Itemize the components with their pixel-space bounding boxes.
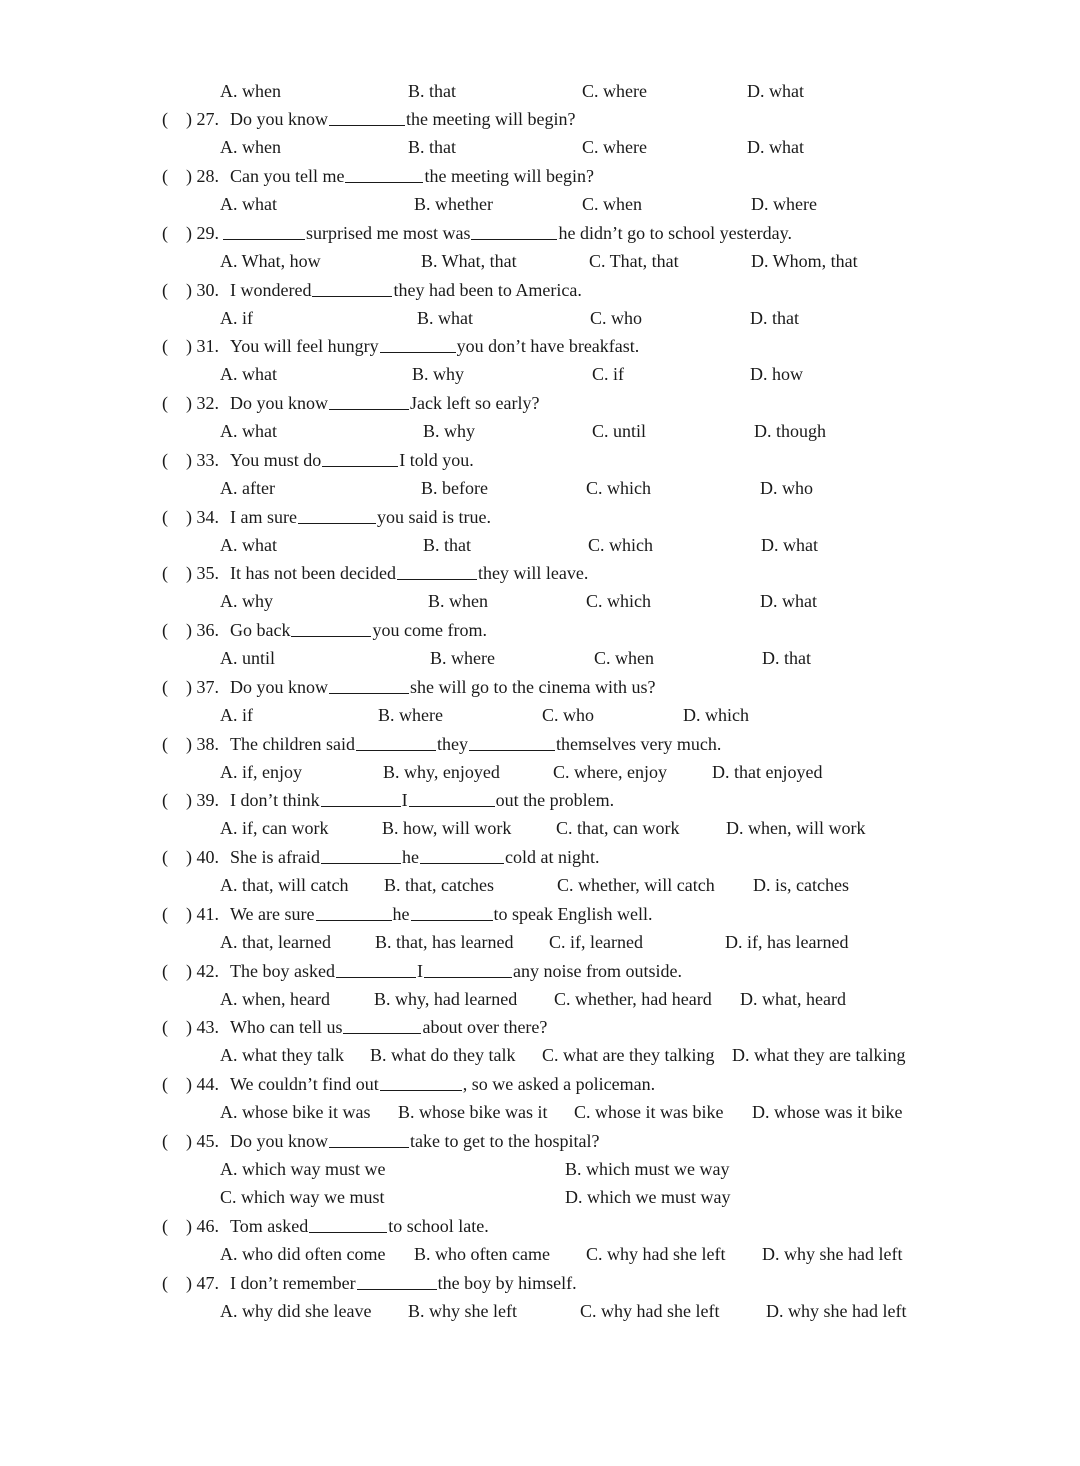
answer-blank[interactable]: [223, 221, 305, 240]
question-stem: [230, 1070, 655, 1098]
options-row-33: [0, 474, 1080, 502]
option-a[interactable]: A. when, heard: [220, 989, 330, 1009]
question-number: ) 28.: [186, 166, 219, 186]
answer-blank[interactable]: [411, 902, 493, 921]
options-row-32: [0, 417, 1080, 445]
answer-paren[interactable]: (: [162, 620, 168, 640]
option-b[interactable]: B. that: [408, 137, 456, 157]
option-a[interactable]: A. when: [220, 137, 281, 157]
stem-text: Can you tell me: [230, 166, 345, 186]
question-number: ) 30.: [186, 280, 219, 300]
question-number: ) 45.: [186, 1131, 219, 1151]
question-45: [0, 1127, 1080, 1155]
options-row-43: [0, 1041, 1080, 1069]
option-b[interactable]: B. before: [421, 478, 488, 498]
stem-text: I: [416, 961, 423, 981]
option-b[interactable]: B. which must we way: [565, 1159, 730, 1179]
stem-text: to speak English well.: [493, 904, 653, 924]
option-c[interactable]: C. which: [586, 591, 651, 611]
stem-text: you said is true.: [376, 507, 491, 527]
stem-text: surprised me most was: [306, 223, 471, 243]
answer-blank[interactable]: [397, 561, 477, 580]
options-row-41: [0, 928, 1080, 956]
stem-text: I told you.: [399, 450, 474, 470]
option-c[interactable]: C. where, enjoy: [553, 762, 667, 782]
option-d[interactable]: D. where: [751, 194, 817, 214]
question-stem: [230, 786, 614, 814]
question-43: [0, 1013, 1080, 1041]
options-row-27: [0, 133, 1080, 161]
option-a[interactable]: A. what: [220, 194, 277, 214]
answer-paren[interactable]: (: [162, 904, 168, 924]
option-d[interactable]: D. who: [760, 478, 813, 498]
option-d[interactable]: D. what: [761, 535, 818, 555]
answer-paren[interactable]: (: [162, 450, 168, 470]
option-a[interactable]: A. what: [220, 421, 277, 441]
stem-text: I: [401, 790, 408, 810]
option-d[interactable]: D. that: [762, 648, 811, 668]
option-b[interactable]: B. whose bike was it: [398, 1102, 548, 1122]
option-c[interactable]: C. which way we must: [220, 1187, 385, 1207]
option-c[interactable]: C. where: [582, 137, 647, 157]
option-b[interactable]: B. whether: [414, 194, 493, 214]
option-b[interactable]: B. why, enjoyed: [383, 762, 500, 782]
option-c[interactable]: C. which: [586, 478, 651, 498]
option-c[interactable]: C. whether, had heard: [554, 989, 712, 1009]
answer-paren[interactable]: (: [162, 563, 168, 583]
option-c[interactable]: C. when: [594, 648, 654, 668]
option-b[interactable]: B. where: [378, 705, 443, 725]
stem-text: you don’t have breakfast.: [456, 336, 640, 356]
answer-blank[interactable]: [380, 334, 456, 353]
question-number: ) 44.: [186, 1074, 219, 1094]
option-b[interactable]: B. why, had learned: [374, 989, 518, 1009]
question-35: [0, 559, 1080, 587]
stem-text: the meeting will begin?: [406, 109, 576, 129]
stem-text: to school late.: [388, 1216, 489, 1236]
answer-blank[interactable]: [380, 1072, 462, 1091]
question-number: ) 32.: [186, 393, 219, 413]
options-row-45: [0, 1183, 1080, 1211]
question-28: [0, 162, 1080, 190]
stem-text: The children said: [230, 734, 355, 754]
option-c[interactable]: C. that, can work: [556, 818, 680, 838]
question-39: [0, 786, 1080, 814]
option-a[interactable]: A. who did often come: [220, 1244, 386, 1264]
option-a[interactable]: A. if, can work: [220, 818, 329, 838]
answer-blank[interactable]: [329, 675, 409, 694]
option-b[interactable]: B. when: [428, 591, 488, 611]
option-c[interactable]: C. whether, will catch: [557, 875, 715, 895]
option-a[interactable]: A. What, how: [220, 251, 321, 271]
options-row-35: [0, 587, 1080, 615]
answer-blank[interactable]: [322, 448, 398, 467]
answer-blank[interactable]: [316, 902, 392, 921]
options-row-42: [0, 985, 1080, 1013]
stem-text: We couldn’t find out: [230, 1074, 379, 1094]
stem-text: take to get to the hospital?: [410, 1131, 600, 1151]
option-c[interactable]: C. if, learned: [549, 932, 643, 952]
answer-blank[interactable]: [329, 391, 409, 410]
options-row-45: [0, 1155, 1080, 1183]
question-38: [0, 730, 1080, 758]
stem-text: You must do: [230, 450, 322, 470]
options-row-34: [0, 531, 1080, 559]
option-b[interactable]: B. who often came: [414, 1244, 550, 1264]
option-d[interactable]: D. why she had left: [762, 1244, 903, 1264]
option-a[interactable]: A. if, enjoy: [220, 762, 302, 782]
question-stem: [230, 332, 639, 360]
stem-text: Jack left so early?: [410, 393, 540, 413]
stem-text: out the problem.: [495, 790, 615, 810]
options-row-26: [0, 77, 1080, 105]
option-d[interactable]: D. what they are talking: [732, 1045, 906, 1065]
option-d[interactable]: D. if, has learned: [725, 932, 849, 952]
stem-text: she will go to the cinema with us?: [410, 677, 656, 697]
answer-paren[interactable]: (: [162, 393, 168, 413]
question-stem: [230, 616, 487, 644]
stem-text: Who can tell us: [230, 1017, 343, 1037]
stem-text: We are sure: [230, 904, 315, 924]
answer-blank[interactable]: [343, 1015, 421, 1034]
question-33: [0, 446, 1080, 474]
option-a[interactable]: A. what they talk: [220, 1045, 344, 1065]
options-row-39: [0, 814, 1080, 842]
option-c[interactable]: C. why had she left: [580, 1301, 720, 1321]
option-a[interactable]: A. that, learned: [220, 932, 331, 952]
stem-text: The boy asked: [230, 961, 335, 981]
answer-paren[interactable]: (: [162, 1273, 168, 1293]
question-stem: [230, 673, 655, 701]
question-number: ) 46.: [186, 1216, 219, 1236]
stem-text: he didn’t go to school yesterday.: [558, 223, 792, 243]
question-number: ) 33.: [186, 450, 219, 470]
option-d[interactable]: D. why she had left: [766, 1301, 907, 1321]
stem-text: they: [436, 734, 468, 754]
question-stem: [222, 219, 792, 247]
options-row-38: [0, 758, 1080, 786]
options-row-36: [0, 644, 1080, 672]
question-stem: [230, 843, 599, 871]
option-a[interactable]: A. which way must we: [220, 1159, 386, 1179]
option-c[interactable]: C. when: [582, 194, 642, 214]
question-number: ) 29.: [186, 223, 219, 243]
option-c[interactable]: C. whose it was bike: [574, 1102, 724, 1122]
option-d[interactable]: D. when, will work: [726, 818, 866, 838]
question-stem: [230, 1127, 599, 1155]
stem-text: you come from.: [372, 620, 487, 640]
option-b[interactable]: B. where: [430, 648, 495, 668]
option-b[interactable]: B. What, that: [421, 251, 517, 271]
option-a[interactable]: A. what: [220, 364, 277, 384]
question-40: [0, 843, 1080, 871]
answer-paren[interactable]: (: [162, 336, 168, 356]
options-row-30: [0, 304, 1080, 332]
option-b[interactable]: B. what do they talk: [370, 1045, 516, 1065]
answer-paren[interactable]: (: [162, 1074, 168, 1094]
stem-text: Go back: [230, 620, 291, 640]
question-44: [0, 1070, 1080, 1098]
answer-blank[interactable]: [420, 845, 504, 864]
option-b[interactable]: B. what: [417, 308, 473, 328]
stem-text: I am sure: [230, 507, 297, 527]
option-d[interactable]: D. though: [754, 421, 826, 441]
option-d[interactable]: D. whose was it bike: [752, 1102, 903, 1122]
question-stem: [230, 105, 575, 133]
answer-blank[interactable]: [298, 505, 376, 524]
question-number: ) 40.: [186, 847, 219, 867]
answer-paren[interactable]: (: [162, 507, 168, 527]
option-c[interactable]: C. which: [588, 535, 653, 555]
stem-text: cold at night.: [504, 847, 600, 867]
answer-paren[interactable]: (: [162, 734, 168, 754]
question-stem: [230, 1013, 547, 1041]
stem-text: he: [392, 904, 410, 924]
stem-text: themselves very much.: [555, 734, 722, 754]
answer-blank[interactable]: [424, 959, 512, 978]
question-31: [0, 332, 1080, 360]
stem-text: any noise from outside.: [512, 961, 682, 981]
stem-text: about over there?: [422, 1017, 548, 1037]
option-d[interactable]: D. how: [750, 364, 803, 384]
stem-text: Do you know: [230, 1131, 328, 1151]
options-row-29: [0, 247, 1080, 275]
options-row-40: [0, 871, 1080, 899]
option-b[interactable]: B. why: [412, 364, 465, 384]
answer-blank[interactable]: [345, 164, 423, 183]
stem-text: the meeting will begin?: [424, 166, 594, 186]
option-a[interactable]: A. that, will catch: [220, 875, 349, 895]
option-c[interactable]: C. what are they talking: [542, 1045, 715, 1065]
question-42: [0, 957, 1080, 985]
question-stem: [230, 503, 491, 531]
question-stem: [230, 957, 682, 985]
answer-paren[interactable]: (: [162, 790, 168, 810]
answer-blank[interactable]: [336, 959, 416, 978]
question-number: ) 47.: [186, 1273, 219, 1293]
stem-text: She is afraid: [230, 847, 320, 867]
option-a[interactable]: A. why: [220, 591, 273, 611]
stem-text: Do you know: [230, 109, 328, 129]
question-41: [0, 900, 1080, 928]
question-34: [0, 503, 1080, 531]
option-a[interactable]: A. whose bike it was: [220, 1102, 371, 1122]
question-number: ) 37.: [186, 677, 219, 697]
stem-text: Do you know: [230, 677, 328, 697]
options-row-46: [0, 1240, 1080, 1268]
question-32: [0, 389, 1080, 417]
option-d[interactable]: D. Whom, that: [751, 251, 858, 271]
answer-blank[interactable]: [309, 1214, 387, 1233]
answer-paren[interactable]: (: [162, 166, 168, 186]
question-number: ) 43.: [186, 1017, 219, 1037]
question-number: ) 36.: [186, 620, 219, 640]
option-b[interactable]: B. that, has learned: [375, 932, 514, 952]
option-d[interactable]: D. what: [760, 591, 817, 611]
answer-paren[interactable]: (: [162, 1216, 168, 1236]
option-c[interactable]: C. That, that: [589, 251, 679, 271]
option-c[interactable]: C. who: [590, 308, 643, 328]
answer-blank[interactable]: [356, 732, 436, 751]
question-stem: [230, 900, 652, 928]
answer-paren[interactable]: (: [162, 109, 168, 129]
option-b[interactable]: B. that, catches: [384, 875, 494, 895]
question-stem: [230, 446, 474, 474]
question-number: ) 35.: [186, 563, 219, 583]
option-a: A. when: [220, 81, 281, 101]
question-47: [0, 1269, 1080, 1297]
stem-text: he: [401, 847, 419, 867]
option-d[interactable]: D. which: [683, 705, 749, 725]
options-row-31: [0, 360, 1080, 388]
stem-text: I don’t think: [230, 790, 320, 810]
question-stem: [230, 1269, 577, 1297]
answer-blank[interactable]: [291, 618, 371, 637]
options-row-37: [0, 701, 1080, 729]
stem-text: Do you know: [230, 393, 328, 413]
question-27: [0, 105, 1080, 133]
option-d[interactable]: D. what, heard: [740, 989, 846, 1009]
answer-paren[interactable]: (: [162, 1131, 168, 1151]
option-c[interactable]: C. who: [542, 705, 595, 725]
option-a[interactable]: A. what: [220, 535, 277, 555]
stem-text: You will feel hungry: [230, 336, 379, 356]
option-c[interactable]: C. until: [592, 421, 647, 441]
question-37: [0, 673, 1080, 701]
option-a[interactable]: A. until: [220, 648, 276, 668]
option-b[interactable]: B. why: [423, 421, 476, 441]
option-d[interactable]: D. which we must way: [565, 1187, 731, 1207]
answer-blank[interactable]: [329, 107, 405, 126]
question-stem: [230, 730, 721, 758]
answer-paren[interactable]: (: [162, 1017, 168, 1037]
answer-paren[interactable]: (: [162, 280, 168, 300]
answer-blank[interactable]: [321, 845, 401, 864]
option-a[interactable]: A. if: [220, 705, 253, 725]
option-d[interactable]: D. that: [750, 308, 799, 328]
stem-text: I wondered: [230, 280, 312, 300]
option-d: D. what: [747, 81, 804, 101]
option-d[interactable]: D. that enjoyed: [712, 762, 823, 782]
question-46: [0, 1212, 1080, 1240]
question-stem: [230, 1212, 489, 1240]
option-a[interactable]: A. after: [220, 478, 275, 498]
answer-blank[interactable]: [471, 221, 557, 240]
options-row-28: [0, 190, 1080, 218]
option-d[interactable]: D. is, catches: [753, 875, 849, 895]
answer-blank[interactable]: [357, 1271, 437, 1290]
option-d[interactable]: D. what: [747, 137, 804, 157]
option-a[interactable]: A. if: [220, 308, 253, 328]
question-number: ) 38.: [186, 734, 219, 754]
question-number: ) 41.: [186, 904, 219, 924]
answer-blank[interactable]: [409, 788, 495, 807]
question-number: ) 42.: [186, 961, 219, 981]
stem-text: , so we asked a policeman.: [462, 1074, 656, 1094]
question-number: ) 31.: [186, 336, 219, 356]
option-b[interactable]: B. how, will work: [382, 818, 512, 838]
question-36: [0, 616, 1080, 644]
stem-text: Tom asked: [230, 1216, 309, 1236]
options-row-47: [0, 1297, 1080, 1325]
option-c[interactable]: C. if: [592, 364, 625, 384]
question-stem: [230, 559, 588, 587]
answer-blank[interactable]: [469, 732, 555, 751]
answer-blank[interactable]: [329, 1129, 409, 1148]
option-c[interactable]: C. why had she left: [586, 1244, 726, 1264]
option-c: C. where: [582, 81, 647, 101]
question-number: ) 34.: [186, 507, 219, 527]
option-b[interactable]: B. that: [423, 535, 471, 555]
question-stem: [230, 162, 594, 190]
answer-paren[interactable]: (: [162, 847, 168, 867]
stem-text: they will leave.: [477, 563, 589, 583]
question-number: ) 39.: [186, 790, 219, 810]
answer-paren[interactable]: (: [162, 223, 168, 243]
stem-text: I don’t remember: [230, 1273, 356, 1293]
question-stem: [230, 276, 582, 304]
options-row-44: [0, 1098, 1080, 1126]
answer-paren[interactable]: (: [162, 677, 168, 697]
option-b[interactable]: B. why she left: [408, 1301, 517, 1321]
option-b: B. that: [408, 81, 456, 101]
answer-blank[interactable]: [321, 788, 401, 807]
stem-text: the boy by himself.: [437, 1273, 577, 1293]
question-29: [0, 219, 1080, 247]
option-a[interactable]: A. why did she leave: [220, 1301, 372, 1321]
stem-text: they had been to America.: [393, 280, 582, 300]
answer-paren[interactable]: (: [162, 961, 168, 981]
question-stem: [230, 389, 539, 417]
question-30: [0, 276, 1080, 304]
answer-blank[interactable]: [312, 278, 392, 297]
question-number: ) 27.: [186, 109, 219, 129]
stem-text: It has not been decided: [230, 563, 396, 583]
